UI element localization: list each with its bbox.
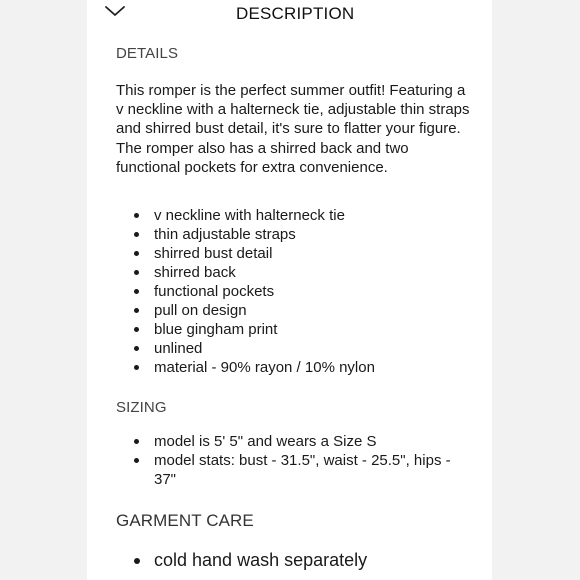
garment-care-heading: GARMENT CARE [116, 511, 254, 530]
list-item: blue gingham print [154, 320, 476, 339]
list-item: v neckline with halterneck tie [154, 206, 476, 225]
list-item: model stats: bust - 31.5", waist - 25.5", hips - 37" [154, 451, 476, 489]
list-item: material - 90% rayon / 10% nylon [154, 358, 476, 377]
header-title: DESCRIPTION [236, 4, 355, 23]
chevron-down-icon[interactable] [104, 3, 126, 19]
product-description: This romper is the perfect summer outfit! Featuring a v neckline with a halterneck tie, adjustable thin straps and shirred bust detail, it's sure to flatter your figure. The romper also has a shirred back and two functional pockets for extra convenience. [116, 82, 470, 176]
list-item: unlined [154, 339, 476, 358]
description-header[interactable] [0, 0, 580, 32]
list-item: shirred bust detail [154, 244, 476, 263]
sizing-heading: SIZING [116, 399, 167, 416]
list-item: cold hand wash separately [154, 549, 476, 571]
list-item: functional pockets [154, 282, 476, 301]
list-item: model is 5' 5" and wears a Size S [154, 432, 476, 451]
garment-care-list [116, 549, 476, 571]
details-heading: DETAILS [116, 45, 179, 62]
sizing-list [116, 432, 476, 489]
list-item: thin adjustable straps [154, 225, 476, 244]
list-item: shirred back [154, 263, 476, 282]
list-item: pull on design [154, 301, 476, 320]
features-list [116, 206, 476, 377]
